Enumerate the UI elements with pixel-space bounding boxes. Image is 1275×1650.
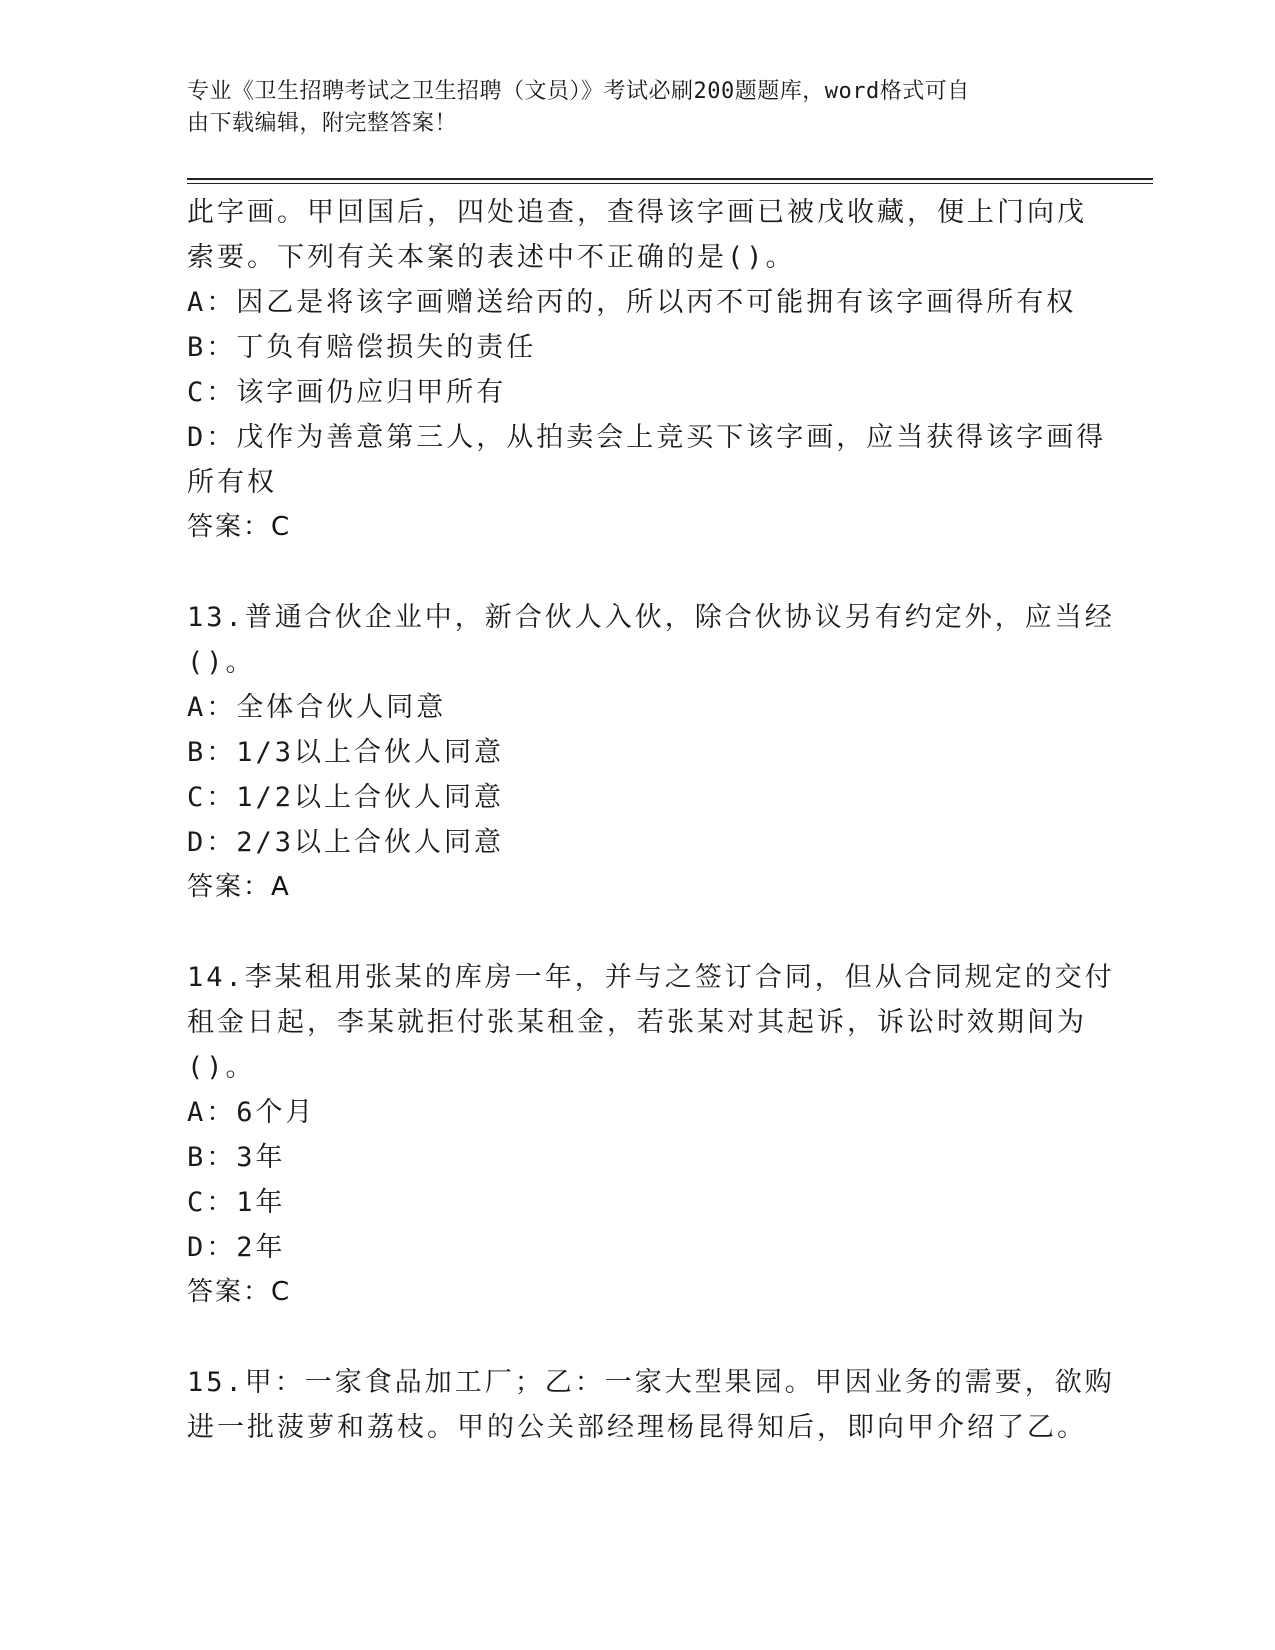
question-stem: ()。 <box>187 647 256 678</box>
header-line-1: 专业《卫生招聘考试之卫生招聘（文员）》考试必刷200题题库，word格式可自 <box>187 79 970 104</box>
question-stem: 索要。下列有关本案的表述中不正确的是()。 <box>187 242 796 273</box>
answer-line: 答案：A <box>187 872 291 902</box>
option-a: A：6个月 <box>187 1097 316 1128</box>
spacer <box>187 550 1087 595</box>
option-d: D：2年 <box>187 1232 286 1263</box>
answer-line: 答案：C <box>187 1277 292 1307</box>
option-b: B：3年 <box>187 1142 286 1173</box>
question-stem: 此字画。甲回国后，四处追查，查得该字画已被戊收藏，便上门向戊 <box>187 197 1087 228</box>
option-b: B：丁负有赔偿损失的责任 <box>187 332 537 363</box>
option-d: 所有权 <box>187 467 277 498</box>
spacer <box>187 910 1087 955</box>
question-15 <box>187 1360 1115 1450</box>
spacer <box>187 1315 1087 1360</box>
header-divider-thin <box>187 183 1153 184</box>
question-stem: 15.甲：一家食品加工厂；乙：一家大型果园。甲因业务的需要，欲购 <box>187 1367 1115 1398</box>
question-12 <box>187 190 1107 550</box>
option-c: C：1年 <box>187 1187 286 1218</box>
question-stem: 进一批菠萝和荔枝。甲的公关部经理杨昆得知后，即向甲介绍了乙。 <box>187 1412 1087 1443</box>
header-divider-thick <box>187 178 1153 180</box>
question-stem: 租金日起，李某就拒付张某租金，若张某对其起诉，诉讼时效期间为 <box>187 1007 1087 1038</box>
document-body <box>187 190 1115 1450</box>
option-a: A：全体合伙人同意 <box>187 692 447 723</box>
option-c: C：1/2以上合伙人同意 <box>187 782 505 813</box>
question-13 <box>187 595 1115 910</box>
question-stem: 13.普通合伙企业中，新合伙人入伙，除合伙协议另有约定外，应当经 <box>187 602 1115 633</box>
option-d: D：2/3以上合伙人同意 <box>187 827 505 858</box>
option-c: C：该字画仍应归甲所有 <box>187 377 507 408</box>
option-d: D：戊作为善意第三人，从拍卖会上竞买下该字画，应当获得该字画得 <box>187 422 1107 453</box>
document-header <box>187 76 1067 140</box>
question-14 <box>187 955 1115 1315</box>
option-a: A：因乙是将该字画赠送给丙的，所以丙不可能拥有该字画得所有权 <box>187 287 1077 318</box>
option-b: B：1/3以上合伙人同意 <box>187 737 505 768</box>
header-line-2: 由下载编辑，附完整答案！ <box>187 111 458 136</box>
answer-line: 答案：C <box>187 512 292 542</box>
question-stem: ()。 <box>187 1052 256 1083</box>
question-stem: 14.李某租用张某的库房一年，并与之签订合同，但从合同规定的交付 <box>187 962 1115 993</box>
